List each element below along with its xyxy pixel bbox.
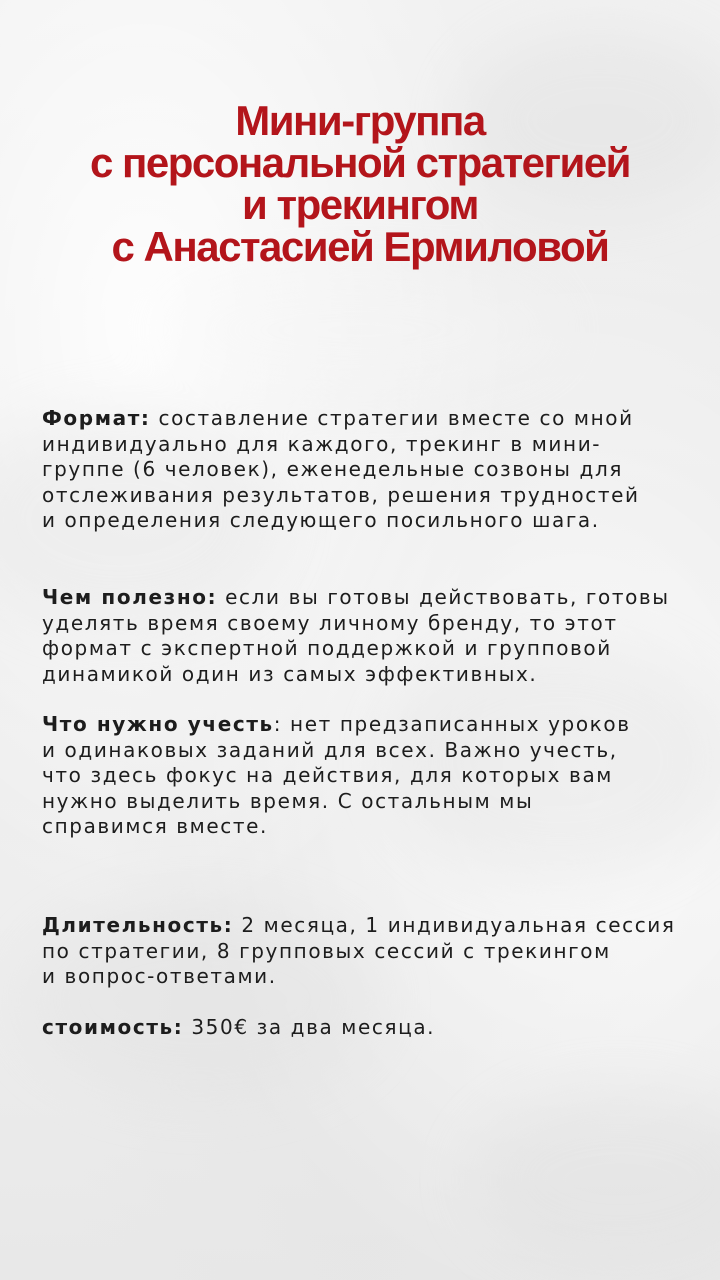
consider-first-line: [42, 712, 692, 738]
duration-first-line: [42, 913, 692, 939]
benefit-line: динамикой один из самых эффективных.: [42, 661, 538, 686]
format-line: отслеживания результатов, решения трудностей: [42, 482, 640, 507]
price-section: [42, 1015, 692, 1041]
duration-line: по стратегии, 8 групповых сессий с трекингом: [42, 938, 611, 963]
consider-line: и одинаковых заданий для всех. Важно учесть,: [42, 737, 618, 762]
price-line: [42, 1015, 692, 1041]
title-line-3: и трекингом: [242, 181, 478, 228]
benefit-line: уделять время своему личному бренду, то этот: [42, 610, 618, 635]
price-text: 350€ за два месяца.: [183, 1015, 436, 1039]
consider-line: что здесь фокус на действия, для которых вам: [42, 763, 613, 787]
format-line: группе (6 человек), еженедельные созвоны для: [42, 457, 623, 481]
benefit-first-line: [42, 585, 692, 611]
consider-label: Что нужно учесть: [42, 712, 274, 736]
benefit-text: если вы готовы действовать, готовы: [217, 585, 670, 609]
title-line-2: с персональной стратегией: [89, 139, 631, 186]
duration-section: [42, 913, 692, 990]
consider-section: [42, 712, 692, 840]
format-section: [42, 406, 692, 534]
price-label: стоимость:: [42, 1015, 184, 1039]
consider-line: нужно выделить время. С остальным мы: [42, 788, 534, 813]
benefit-line: формат с экспертной поддержкой и групповой: [42, 636, 612, 660]
page-title: [0, 97, 720, 270]
consider-text: : нет предзаписанных уроков: [273, 712, 631, 736]
duration-line: и вопрос-ответами.: [42, 964, 277, 988]
benefit-label: Чем полезно:: [42, 585, 218, 609]
format-text: составление стратегии вместе со мной: [150, 406, 634, 430]
duration-label: Длительность:: [42, 913, 234, 937]
benefit-section: [42, 585, 692, 687]
format-line: индивидуально для каждого, трекинг в мини-: [42, 431, 602, 456]
title-line-4: с Анастасией Ермиловой: [111, 223, 609, 270]
format-first-line: [42, 406, 692, 432]
title-line-1: Мини-группа: [235, 97, 485, 144]
duration-text: 2 месяца, 1 индивидуальная сессия: [233, 913, 676, 937]
consider-line: справимся вместе.: [42, 814, 268, 838]
format-label: Формат:: [42, 406, 151, 430]
format-line: и определения следующего посильного шага.: [42, 508, 600, 532]
